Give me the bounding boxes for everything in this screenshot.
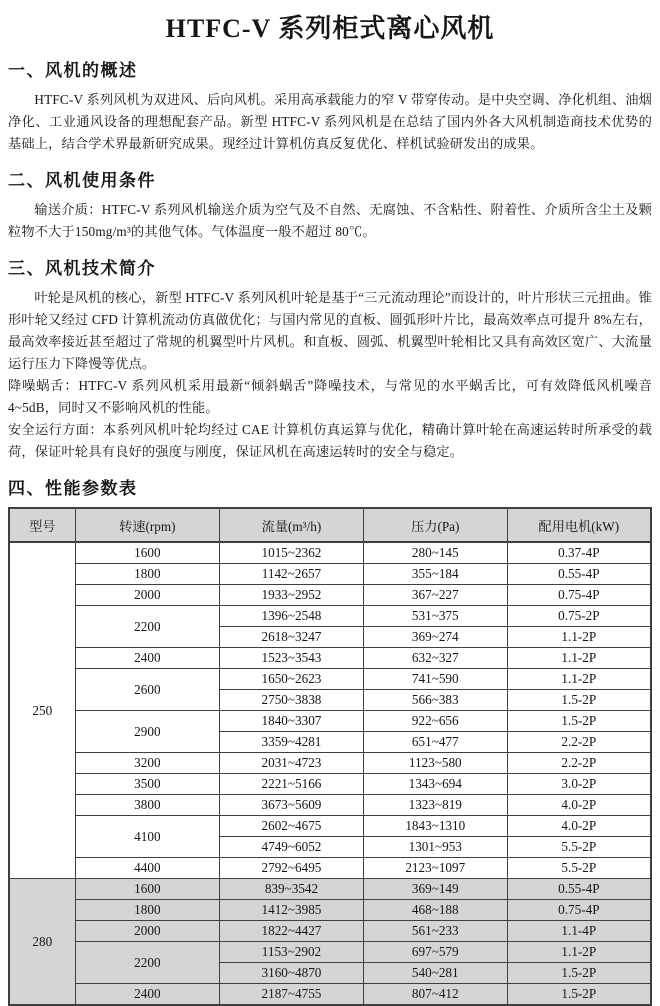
motor-cell: 1.5-2P xyxy=(507,711,651,732)
motor-cell: 1.5-2P xyxy=(507,690,651,711)
table-row xyxy=(9,648,651,669)
motor-cell: 5.5-2P xyxy=(507,837,651,858)
speed-cell: 2200 xyxy=(75,942,219,984)
motor-cell: 1.1-2P xyxy=(507,942,651,963)
flow-cell: 1142~2657 xyxy=(220,564,364,585)
pressure-cell: 697~579 xyxy=(363,942,507,963)
table-header-cell: 转速(rpm) xyxy=(75,508,219,542)
flow-cell: 3359~4281 xyxy=(220,732,364,753)
pressure-cell: 632~327 xyxy=(363,648,507,669)
motor-cell: 1.1-4P xyxy=(507,921,651,942)
pressure-cell: 651~477 xyxy=(363,732,507,753)
speed-cell: 2200 xyxy=(75,606,219,648)
motor-cell: 1.1-2P xyxy=(507,669,651,690)
section-heading-performance-table: 四、性能参数表 xyxy=(8,479,138,498)
pressure-cell: 1843~1310 xyxy=(363,816,507,837)
usage-conditions-paragraph: 输送介质：HTFC-V 系列风机输送介质为空气及不自然、无腐蚀、不含粘性、附着性、介质所含尘土及颗粒物不大于150mg/m³的其他气体。气体温度一般不超过 80℃。 xyxy=(8,202,652,239)
pressure-cell: 531~375 xyxy=(363,606,507,627)
speed-cell: 2000 xyxy=(75,921,219,942)
flow-cell: 4749~6052 xyxy=(220,837,364,858)
speed-cell: 2600 xyxy=(75,669,219,711)
table-row xyxy=(9,753,651,774)
pressure-cell: 807~412 xyxy=(363,984,507,1006)
motor-cell: 0.75-2P xyxy=(507,606,651,627)
flow-cell: 1933~2952 xyxy=(220,585,364,606)
table-row xyxy=(9,564,651,585)
table-header-cell: 流量(m³/h) xyxy=(220,508,364,542)
table-row xyxy=(9,942,651,963)
flow-cell: 2221~5166 xyxy=(220,774,364,795)
technology-noise-paragraph: 降噪蜗舌：HTFC-V 系列风机采用最新“倾斜蜗舌”降噪技术，与常见的水平蜗舌比，可有效降低风机噪音 4~5dB，同时又不影响风机的性能。 xyxy=(8,378,652,415)
pressure-cell: 540~281 xyxy=(363,963,507,984)
technology-safety-paragraph: 安全运行方面：本系列风机叶轮均经过 CAE 计算机仿真运算与优化，精确计算叶轮在高速运转时所承受的载荷，保证叶轮具有良好的强度与刚度，保证风机在高速运转时的安全与稳定。 xyxy=(8,422,652,459)
flow-cell: 1523~3543 xyxy=(220,648,364,669)
table-row xyxy=(9,984,651,1006)
flow-cell: 2031~4723 xyxy=(220,753,364,774)
table-body xyxy=(9,542,651,1005)
model-cell: 280 xyxy=(9,879,75,1006)
model-cell: 250 xyxy=(9,542,75,879)
pressure-cell: 355~184 xyxy=(363,564,507,585)
motor-cell: 5.5-2P xyxy=(507,858,651,879)
pressure-cell: 922~656 xyxy=(363,711,507,732)
speed-cell: 1600 xyxy=(75,542,219,564)
document-title: HTFC-V 系列柜式离心风机 xyxy=(165,14,495,43)
flow-cell: 2618~3247 xyxy=(220,627,364,648)
table-row xyxy=(9,542,651,564)
technology-impeller-paragraph: 叶轮是风机的核心，新型 HTFC-V 系列风机叶轮是基于“三元流动理论”而设计的，叶片形状三元扭曲。锥形叶轮又经过 CFD 计算机流动仿真做优化；与国内常见的直板、圆弧形叶片比，最高效率点可提升 8%左右，最高效率接近甚至超过了常规的机翼型叶片风机。和直板、圆弧、机翼型叶轮相比又具有高效区宽广、大流量运行压力下降慢等优点。 xyxy=(8,290,652,371)
speed-cell: 2400 xyxy=(75,984,219,1006)
motor-cell: 4.0-2P xyxy=(507,816,651,837)
speed-cell: 3800 xyxy=(75,795,219,816)
table-row xyxy=(9,606,651,627)
flow-cell: 1840~3307 xyxy=(220,711,364,732)
motor-cell: 3.0-2P xyxy=(507,774,651,795)
section-heading-technology-intro: 三、风机技术简介 xyxy=(8,259,156,278)
speed-cell: 4400 xyxy=(75,858,219,879)
flow-cell: 3160~4870 xyxy=(220,963,364,984)
table-row xyxy=(9,795,651,816)
performance-table xyxy=(8,507,652,1006)
section-heading-overview: 一、风机的概述 xyxy=(8,61,138,80)
motor-cell: 2.2-2P xyxy=(507,753,651,774)
overview-paragraph: HTFC-V 系列风机为双进风、后向风机。采用高承载能力的窄 V 带穿传动。是中央空调、净化机组、油烟净化、工业通风设备的理想配套产品。新型 HTFC-V 系列风机是在总结了国内外各大风机制造商技术优势的基础上，结合学术界最新研究成果。现经过计算机仿真反复优化、样机试验研发出的成果。 xyxy=(8,92,652,151)
table-row xyxy=(9,900,651,921)
motor-cell: 0.55-4P xyxy=(507,879,651,900)
flow-cell: 1822~4427 xyxy=(220,921,364,942)
flow-cell: 2187~4755 xyxy=(220,984,364,1006)
table-header-cell: 压力(Pa) xyxy=(363,508,507,542)
table-row xyxy=(9,921,651,942)
table-row xyxy=(9,711,651,732)
motor-cell: 0.75-4P xyxy=(507,585,651,606)
motor-cell: 4.0-2P xyxy=(507,795,651,816)
motor-cell: 0.37-4P xyxy=(507,542,651,564)
flow-cell: 1396~2548 xyxy=(220,606,364,627)
motor-cell: 1.1-2P xyxy=(507,648,651,669)
pressure-cell: 2123~1097 xyxy=(363,858,507,879)
table-header-cell: 型号 xyxy=(9,508,75,542)
pressure-cell: 741~590 xyxy=(363,669,507,690)
speed-cell: 1600 xyxy=(75,879,219,900)
pressure-cell: 1123~580 xyxy=(363,753,507,774)
speed-cell: 2900 xyxy=(75,711,219,753)
speed-cell: 1800 xyxy=(75,900,219,921)
pressure-cell: 1301~953 xyxy=(363,837,507,858)
pressure-cell: 369~274 xyxy=(363,627,507,648)
table-row xyxy=(9,669,651,690)
motor-cell: 1.1-2P xyxy=(507,627,651,648)
motor-cell: 1.5-2P xyxy=(507,984,651,1006)
pressure-cell: 1323~819 xyxy=(363,795,507,816)
flow-cell: 3673~5609 xyxy=(220,795,364,816)
flow-cell: 2792~6495 xyxy=(220,858,364,879)
pressure-cell: 561~233 xyxy=(363,921,507,942)
table-row xyxy=(9,816,651,837)
flow-cell: 2602~4675 xyxy=(220,816,364,837)
flow-cell: 1412~3985 xyxy=(220,900,364,921)
pressure-cell: 280~145 xyxy=(363,542,507,564)
pressure-cell: 367~227 xyxy=(363,585,507,606)
pressure-cell: 369~149 xyxy=(363,879,507,900)
table-header-row xyxy=(9,508,651,542)
motor-cell: 0.55-4P xyxy=(507,564,651,585)
speed-cell: 3500 xyxy=(75,774,219,795)
flow-cell: 1015~2362 xyxy=(220,542,364,564)
table-row xyxy=(9,585,651,606)
flow-cell: 839~3542 xyxy=(220,879,364,900)
table-header-cell: 配用电机(kW) xyxy=(507,508,651,542)
speed-cell: 1800 xyxy=(75,564,219,585)
motor-cell: 2.2-2P xyxy=(507,732,651,753)
speed-cell: 2400 xyxy=(75,648,219,669)
speed-cell: 4100 xyxy=(75,816,219,858)
speed-cell: 2000 xyxy=(75,585,219,606)
table-row xyxy=(9,879,651,900)
table-row xyxy=(9,858,651,879)
table-row xyxy=(9,774,651,795)
pressure-cell: 1343~694 xyxy=(363,774,507,795)
motor-cell: 1.5-2P xyxy=(507,963,651,984)
flow-cell: 1153~2902 xyxy=(220,942,364,963)
section-heading-usage-conditions: 二、风机使用条件 xyxy=(8,171,156,190)
motor-cell: 0.75-4P xyxy=(507,900,651,921)
pressure-cell: 566~383 xyxy=(363,690,507,711)
flow-cell: 1650~2623 xyxy=(220,669,364,690)
flow-cell: 2750~3838 xyxy=(220,690,364,711)
speed-cell: 3200 xyxy=(75,753,219,774)
pressure-cell: 468~188 xyxy=(363,900,507,921)
